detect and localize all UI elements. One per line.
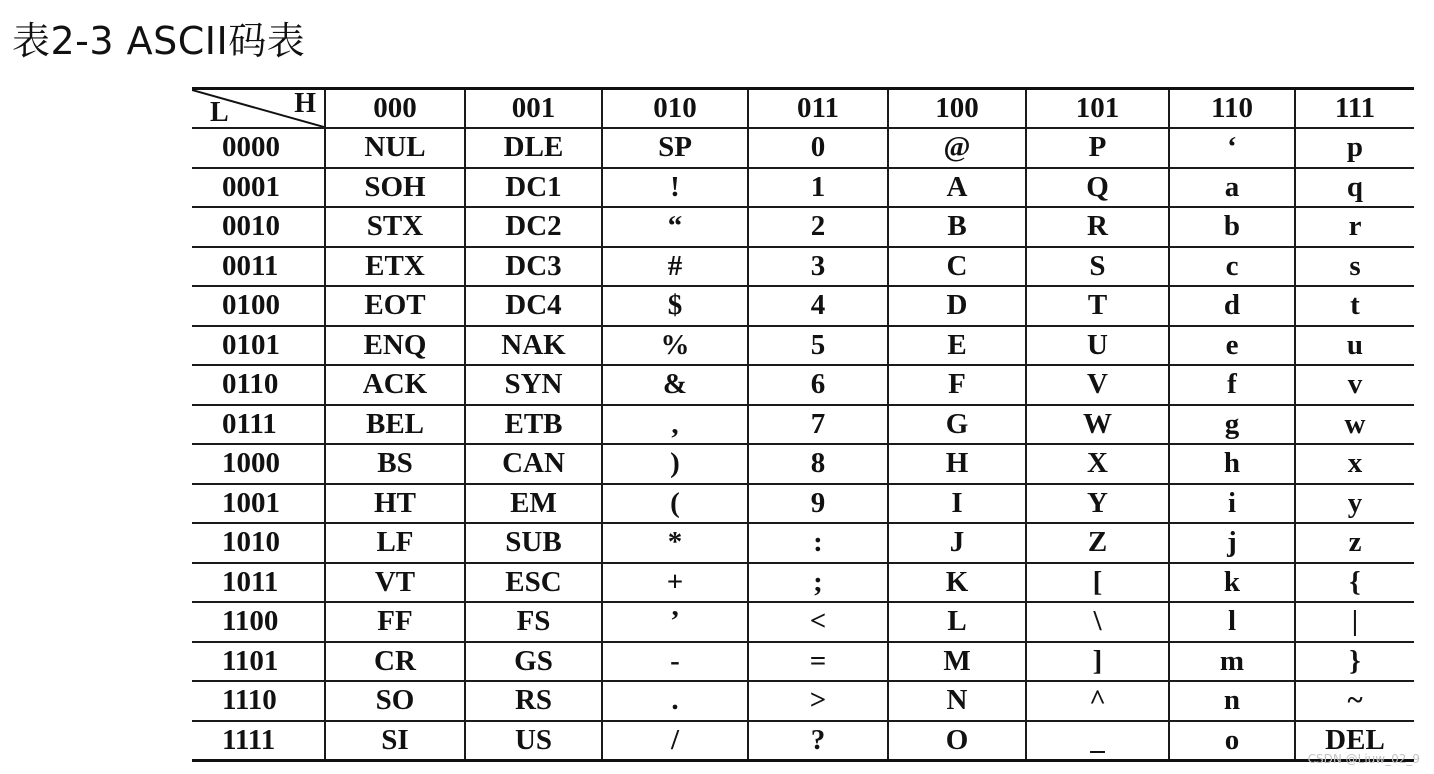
table-cell: y [1295, 484, 1414, 524]
table-cell: } [1295, 642, 1414, 682]
table-cell: h [1169, 444, 1295, 484]
page-title: 表2-3 ASCII码表 [12, 19, 306, 63]
table-cell: US [465, 721, 602, 761]
table-cell: 0 [748, 128, 888, 168]
table-cell: { [1295, 563, 1414, 603]
table-cell: s [1295, 247, 1414, 287]
table-cell: u [1295, 326, 1414, 366]
table-cell: ESC [465, 563, 602, 603]
table-cell: CR [325, 642, 465, 682]
table-cell: d [1169, 286, 1295, 326]
table-cell: ; [748, 563, 888, 603]
table-row [192, 365, 1414, 405]
table-cell: - [602, 642, 748, 682]
table-cell: t [1295, 286, 1414, 326]
column-header: 010 [602, 89, 748, 129]
table-cell: DC3 [465, 247, 602, 287]
table-cell: l [1169, 602, 1295, 642]
table-cell: DC4 [465, 286, 602, 326]
table-cell: ( [602, 484, 748, 524]
row-header: 0110 [192, 365, 325, 405]
table-cell: W [1026, 405, 1169, 445]
table-cell: EOT [325, 286, 465, 326]
table-row [192, 721, 1414, 761]
table-cell: 2 [748, 207, 888, 247]
corner-cell [192, 89, 325, 129]
table-cell: . [602, 681, 748, 721]
row-header: 0101 [192, 326, 325, 366]
table-cell: CAN [465, 444, 602, 484]
table-row [192, 128, 1414, 168]
table-row [192, 168, 1414, 208]
table-cell: e [1169, 326, 1295, 366]
corner-low-label: L [210, 97, 229, 128]
table-cell: RS [465, 681, 602, 721]
column-header: 000 [325, 89, 465, 129]
row-header: 0000 [192, 128, 325, 168]
table-row [192, 681, 1414, 721]
table-cell: ? [748, 721, 888, 761]
table-cell: I [888, 484, 1026, 524]
table-cell: @ [888, 128, 1026, 168]
table-cell: DC2 [465, 207, 602, 247]
table-cell: w [1295, 405, 1414, 445]
table-cell: D [888, 286, 1026, 326]
row-header: 1010 [192, 523, 325, 563]
table-cell: NUL [325, 128, 465, 168]
corner-high-label: H [294, 88, 316, 119]
table-cell: x [1295, 444, 1414, 484]
table-cell: M [888, 642, 1026, 682]
table-cell: “ [602, 207, 748, 247]
table-cell: ENQ [325, 326, 465, 366]
table-cell: BEL [325, 405, 465, 445]
table-cell: T [1026, 286, 1169, 326]
table-cell: SO [325, 681, 465, 721]
table-cell: LF [325, 523, 465, 563]
table-row [192, 286, 1414, 326]
row-header: 1100 [192, 602, 325, 642]
table-cell: > [748, 681, 888, 721]
table-cell: Y [1026, 484, 1169, 524]
row-header: 0100 [192, 286, 325, 326]
table-cell: DC1 [465, 168, 602, 208]
row-header: 1001 [192, 484, 325, 524]
table-cell: $ [602, 286, 748, 326]
table-cell: Q [1026, 168, 1169, 208]
table-cell: % [602, 326, 748, 366]
table-cell: v [1295, 365, 1414, 405]
table-cell: C [888, 247, 1026, 287]
row-header: 1101 [192, 642, 325, 682]
table-cell: Z [1026, 523, 1169, 563]
table-cell: SUB [465, 523, 602, 563]
table-cell: O [888, 721, 1026, 761]
table-cell: SYN [465, 365, 602, 405]
table-cell: SI [325, 721, 465, 761]
table-cell: DLE [465, 128, 602, 168]
row-header: 0111 [192, 405, 325, 445]
table-cell: & [602, 365, 748, 405]
table-cell: P [1026, 128, 1169, 168]
table-cell: z [1295, 523, 1414, 563]
table-cell: X [1026, 444, 1169, 484]
table-cell: p [1295, 128, 1414, 168]
table-cell: 5 [748, 326, 888, 366]
table-cell: GS [465, 642, 602, 682]
table-cell: o [1169, 721, 1295, 761]
table-row [192, 247, 1414, 287]
table-row [192, 405, 1414, 445]
table-cell: H [888, 444, 1026, 484]
table-cell: ‘ [1169, 128, 1295, 168]
table-cell: < [748, 602, 888, 642]
table-cell: L [888, 602, 1026, 642]
table-cell: _ [1026, 721, 1169, 761]
table-cell: n [1169, 681, 1295, 721]
column-header: 101 [1026, 89, 1169, 129]
table-row [192, 207, 1414, 247]
table-cell: FS [465, 602, 602, 642]
row-header: 0001 [192, 168, 325, 208]
column-header: 111 [1295, 89, 1414, 129]
table-cell: NAK [465, 326, 602, 366]
table-cell: 4 [748, 286, 888, 326]
table-cell: V [1026, 365, 1169, 405]
table-cell: SP [602, 128, 748, 168]
table-cell: : [748, 523, 888, 563]
table-cell: DEL [1295, 721, 1414, 761]
table-cell: 7 [748, 405, 888, 445]
table-cell: [ [1026, 563, 1169, 603]
table-row [192, 326, 1414, 366]
table-cell: k [1169, 563, 1295, 603]
table-row [192, 444, 1414, 484]
table-cell: ! [602, 168, 748, 208]
table-cell: ACK [325, 365, 465, 405]
table-cell: 9 [748, 484, 888, 524]
table-row [192, 484, 1414, 524]
table-cell: f [1169, 365, 1295, 405]
table-cell: STX [325, 207, 465, 247]
table-cell: BS [325, 444, 465, 484]
table-cell: ~ [1295, 681, 1414, 721]
table-cell: 1 [748, 168, 888, 208]
table-cell: ] [1026, 642, 1169, 682]
header-row [192, 89, 1414, 129]
table-cell: # [602, 247, 748, 287]
column-header: 001 [465, 89, 602, 129]
table-cell: * [602, 523, 748, 563]
table-row [192, 563, 1414, 603]
table-cell: a [1169, 168, 1295, 208]
table-cell: 8 [748, 444, 888, 484]
column-header: 100 [888, 89, 1026, 129]
ascii-table [192, 87, 1414, 762]
table-cell: FF [325, 602, 465, 642]
table-cell: EM [465, 484, 602, 524]
table-cell: ^ [1026, 681, 1169, 721]
table-cell: U [1026, 326, 1169, 366]
column-header: 011 [748, 89, 888, 129]
table-cell: E [888, 326, 1026, 366]
table-cell: ETX [325, 247, 465, 287]
table-cell: = [748, 642, 888, 682]
table-cell: \ [1026, 602, 1169, 642]
table-cell: SOH [325, 168, 465, 208]
row-header: 1110 [192, 681, 325, 721]
table-cell: S [1026, 247, 1169, 287]
table-cell: g [1169, 405, 1295, 445]
table-cell: r [1295, 207, 1414, 247]
row-header: 0011 [192, 247, 325, 287]
table-cell: m [1169, 642, 1295, 682]
table-cell: F [888, 365, 1026, 405]
table-row [192, 523, 1414, 563]
table-cell: i [1169, 484, 1295, 524]
table-cell: R [1026, 207, 1169, 247]
table-cell: ’ [602, 602, 748, 642]
row-header: 1011 [192, 563, 325, 603]
table-cell: VT [325, 563, 465, 603]
table-cell: j [1169, 523, 1295, 563]
table-cell: HT [325, 484, 465, 524]
table-row [192, 642, 1414, 682]
table-cell: c [1169, 247, 1295, 287]
table-cell: ) [602, 444, 748, 484]
table-cell: G [888, 405, 1026, 445]
row-header: 0010 [192, 207, 325, 247]
row-header: 1111 [192, 721, 325, 761]
table-cell: , [602, 405, 748, 445]
table-cell: ETB [465, 405, 602, 445]
table-cell: b [1169, 207, 1295, 247]
table-cell: J [888, 523, 1026, 563]
row-header: 1000 [192, 444, 325, 484]
table-cell: A [888, 168, 1026, 208]
column-header: 110 [1169, 89, 1295, 129]
table-cell: 6 [748, 365, 888, 405]
table-row [192, 602, 1414, 642]
table-cell: N [888, 681, 1026, 721]
table-cell: | [1295, 602, 1414, 642]
table-cell: 3 [748, 247, 888, 287]
table-cell: / [602, 721, 748, 761]
watermark: CSDN @Liuw_02_9 [1307, 752, 1420, 766]
table-cell: + [602, 563, 748, 603]
table-cell: K [888, 563, 1026, 603]
table-cell: B [888, 207, 1026, 247]
table-cell: q [1295, 168, 1414, 208]
